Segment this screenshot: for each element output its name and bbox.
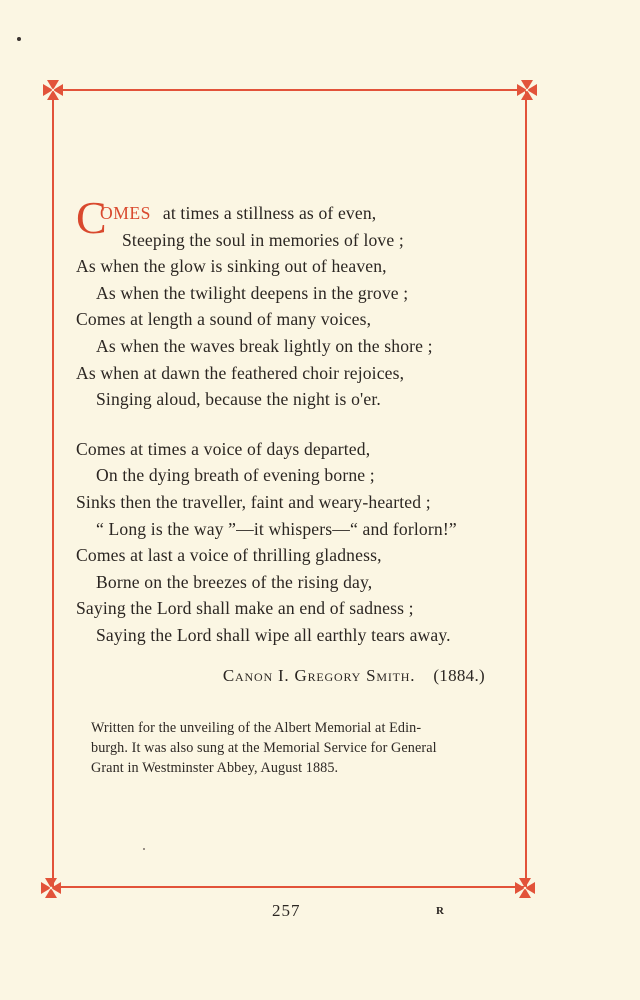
poem-line: Comes at times a voice of days departed, (76, 438, 371, 459)
author-name: Canon I. Gregory Smith. (222, 666, 416, 685)
poem-line: Comes at last a voice of thrilling gladness, (76, 545, 382, 566)
footnote (91, 718, 511, 778)
poem-line: As when the glow is sinking out of heaven, (76, 256, 387, 277)
footnote-line: Grant in Westminster Abbey, August 1885. (91, 760, 339, 776)
poem-line: Sinks then the traveller, faint and weary-hearted ; (76, 491, 431, 512)
page-number: 257 (272, 901, 301, 920)
corner-cross-icon-bottom-right (514, 877, 536, 899)
corner-cross-icon-top-left (42, 79, 64, 101)
poem-line: On the dying breath of evening borne ; (96, 465, 375, 486)
poem-line: As when the waves break lightly on the shore ; (96, 335, 433, 356)
attribution (223, 666, 485, 686)
poem-line: Saying the Lord shall make an end of sadness ; (76, 598, 414, 619)
poem-line: Saying the Lord shall wipe all earthly tears away. (96, 624, 451, 645)
poem-line: Singing aloud, because the night is o'er. (96, 389, 381, 410)
poem-line: As when at dawn the feathered choir rejoices, (76, 362, 405, 383)
attribution-year: (1884.) (433, 666, 485, 685)
first-word-lead: OMES (100, 203, 151, 223)
first-line-rest: at times a stillness as of even, (162, 203, 377, 223)
poem-line: As when the twilight deepens in the grove ; (96, 282, 409, 303)
footnote-line: burgh. It was also sung at the Memorial Service for General (91, 740, 437, 756)
poem-line: Comes at length a sound of many voices, (76, 309, 372, 330)
ink-speck (17, 37, 21, 41)
poem-body (76, 192, 536, 649)
footnote-line: Written for the unveiling of the Albert Memorial at Edin- (91, 720, 422, 736)
poem-line: Steeping the soul in memories of love ; (122, 229, 404, 250)
stanza-1 (76, 192, 536, 413)
poem-line: “ Long is the way ”—it whispers—“ and forlorn!” (96, 518, 457, 539)
stanza-2 (76, 436, 536, 649)
corner-cross-icon-bottom-left (40, 877, 62, 899)
poem-line: Borne on the breezes of the rising day, (96, 571, 373, 592)
signature-mark: R (436, 905, 445, 917)
drop-cap-letter: C (76, 192, 107, 243)
corner-cross-icon-top-right (516, 79, 538, 101)
